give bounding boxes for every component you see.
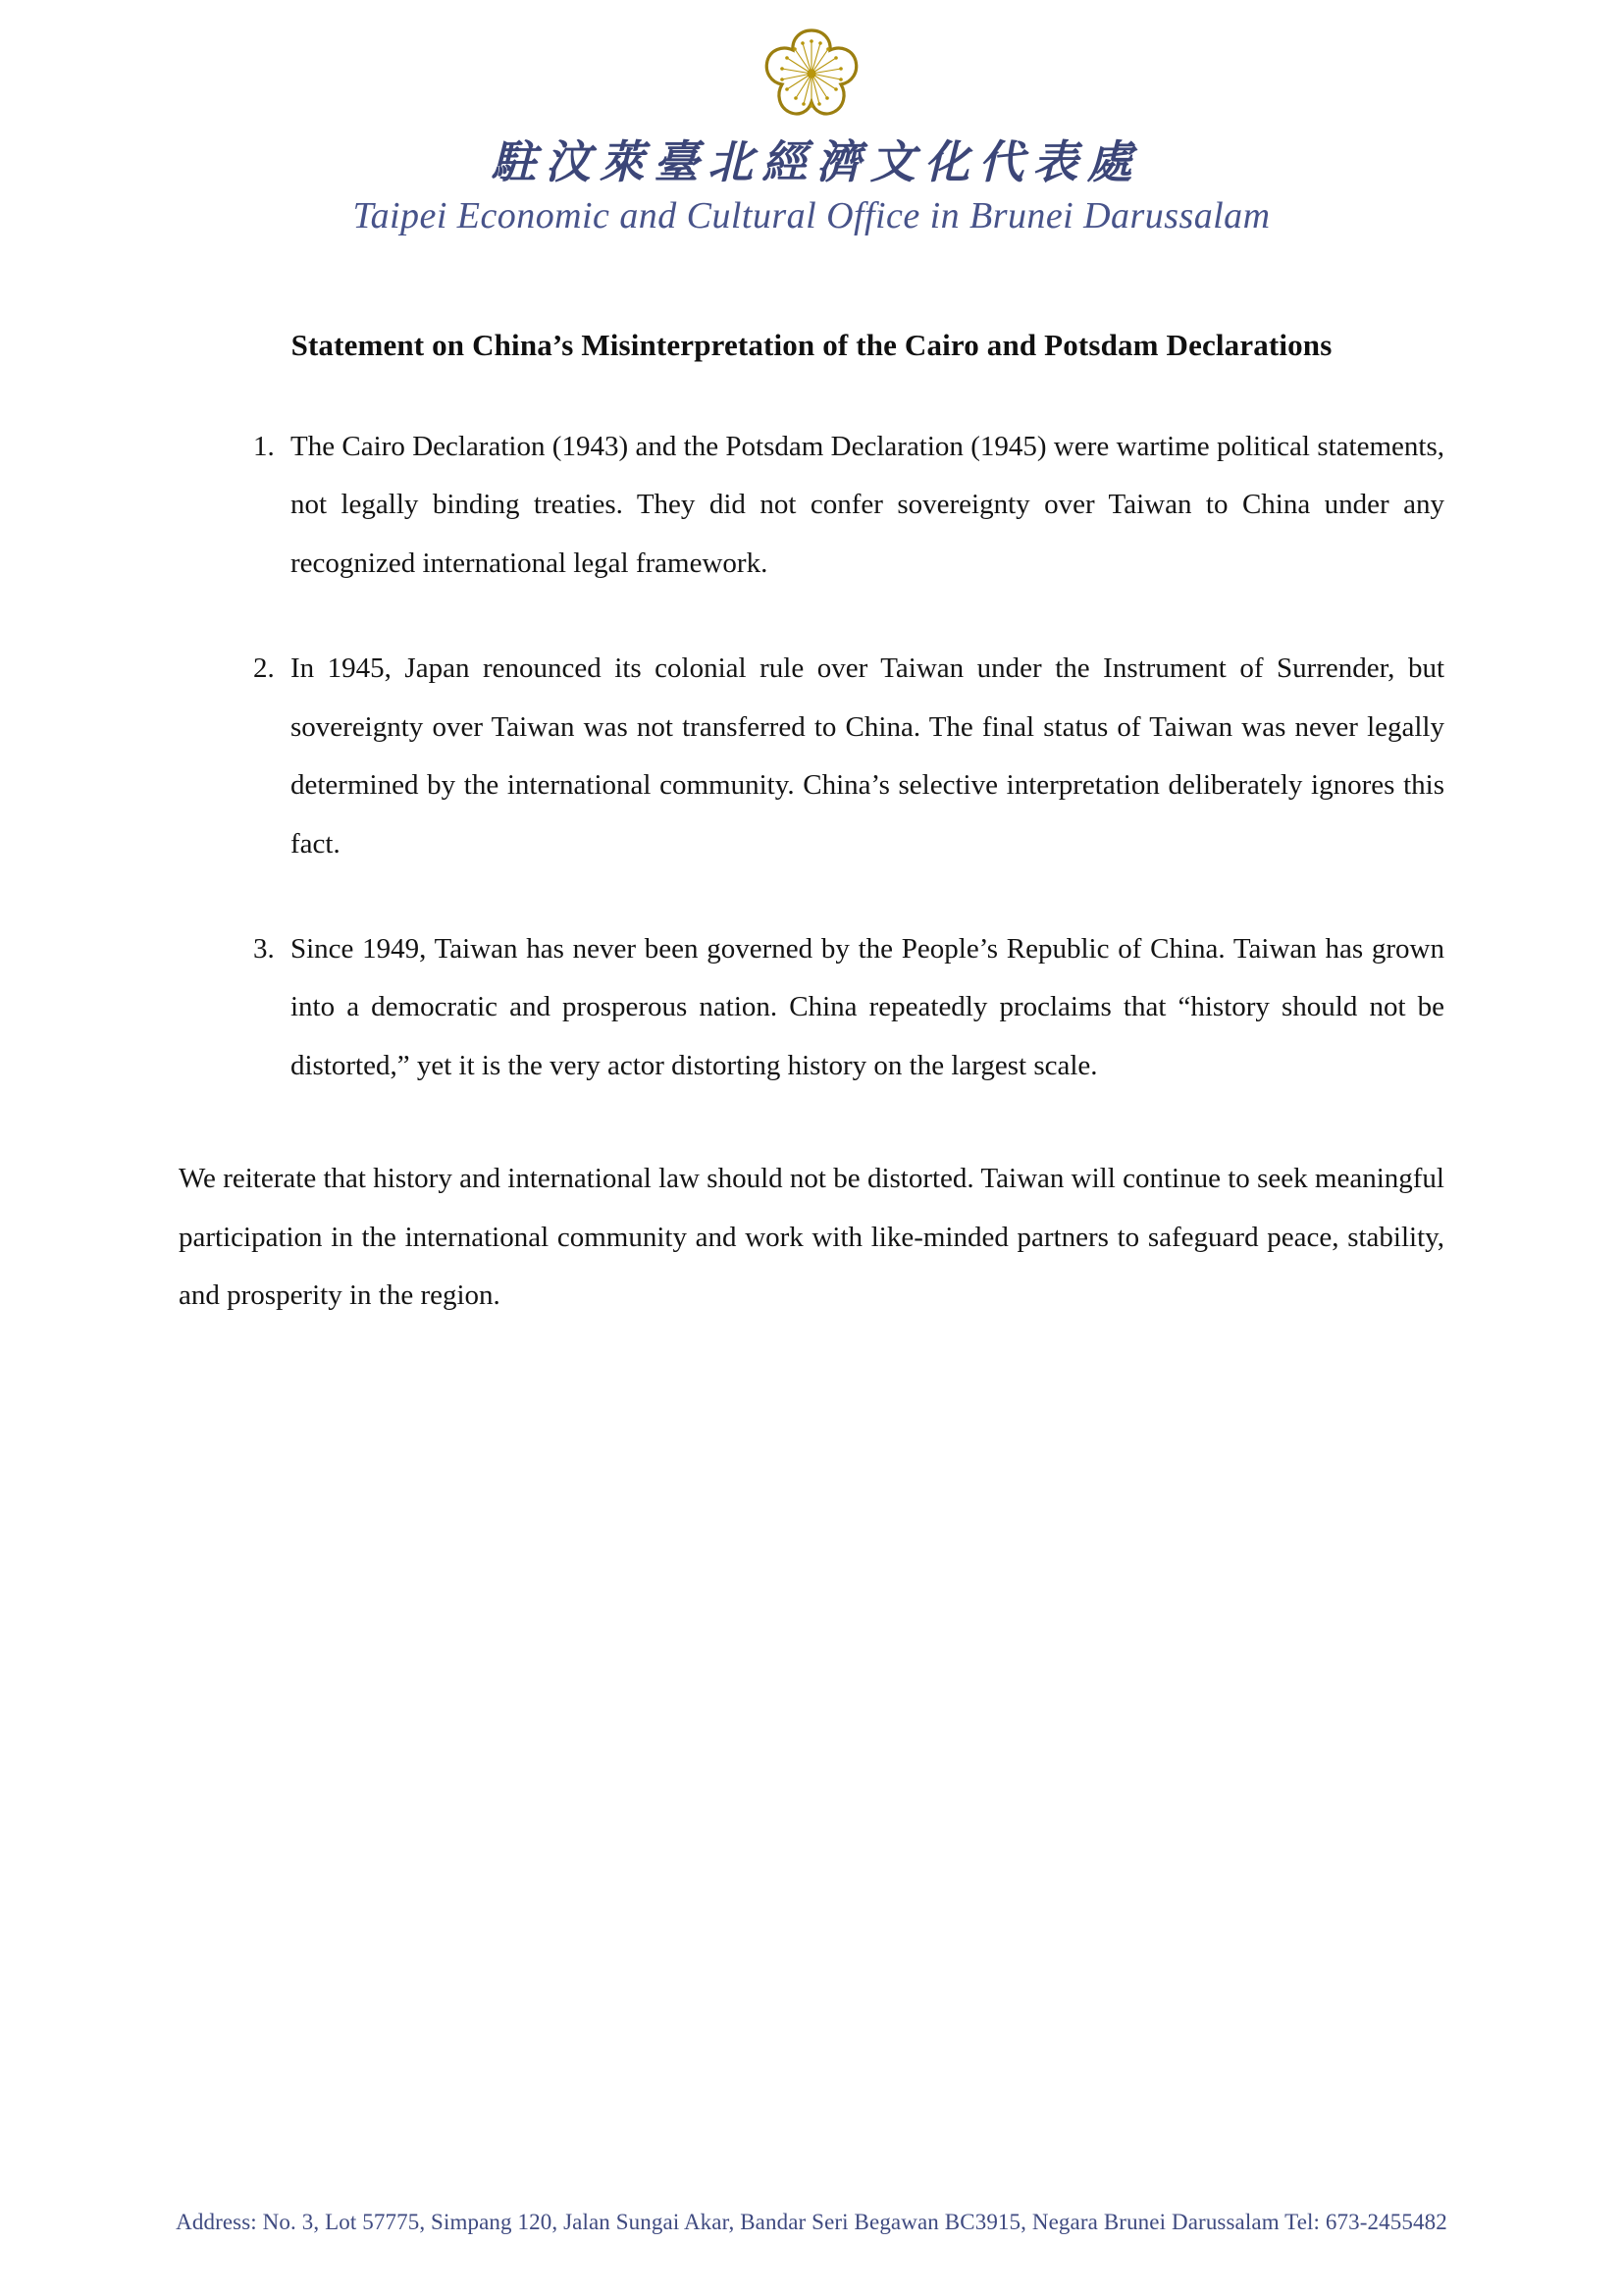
letterhead (0, 0, 1623, 238)
plum-blossom-emblem (753, 18, 870, 128)
closing-paragraph: We reiterate that history and international law should not be distorted. Taiwan will continue to seek meaningful participation in the international community and work with like-minded partners to safeguard peace, stability, and prosperity in the region. (179, 1163, 1444, 1312)
organization-name-english: Taipei Economic and Cultural Office in Brunei Darussalam (352, 194, 1271, 236)
organization-name-chinese: 駐汶萊臺北經濟文化代表處 (491, 137, 1141, 187)
list-item-text: The Cairo Declaration (1943) and the Potsdam Declaration (1945) were wartime political statements, not legally binding treaties. They did not confer sovereignty over Taiwan to China under any recognized international legal framework. (290, 430, 1444, 579)
document-body (179, 238, 1444, 1325)
list-item-marker: 3. (253, 932, 275, 965)
list-item-marker: 1. (253, 430, 275, 462)
list-item (179, 920, 1444, 1095)
list-item (179, 418, 1444, 593)
list-item-text: In 1945, Japan renounced its colonial rule over Taiwan under the Instrument of Surrender, but sovereignty over Taiwan was not transferred to China. The final status of Taiwan was never legally determined by the international community. China’s selective interpretation deliberately ignores this fact. (290, 652, 1444, 860)
list-item-text: Since 1949, Taiwan has never been governed by the People’s Republic of China. Taiwan has grown into a democratic and prosperous nation. China repeatedly proclaims that “history should not be distorted,” yet it is the very actor distorting history on the largest scale. (290, 932, 1444, 1081)
page-title: Statement on China’s Misinterpretation of the Cairo and Potsdam Declarations (290, 327, 1333, 362)
list-item-marker: 2. (253, 652, 275, 685)
numbered-statement-list (179, 418, 1444, 1095)
list-item (179, 640, 1444, 873)
footer-address: Address: No. 3, Lot 57775, Simpang 120, Jalan Sungai Akar, Bandar Seri Begawan BC3915, Negara Brunei Darussalam Tel: 673-2455482 (176, 2210, 1447, 2234)
